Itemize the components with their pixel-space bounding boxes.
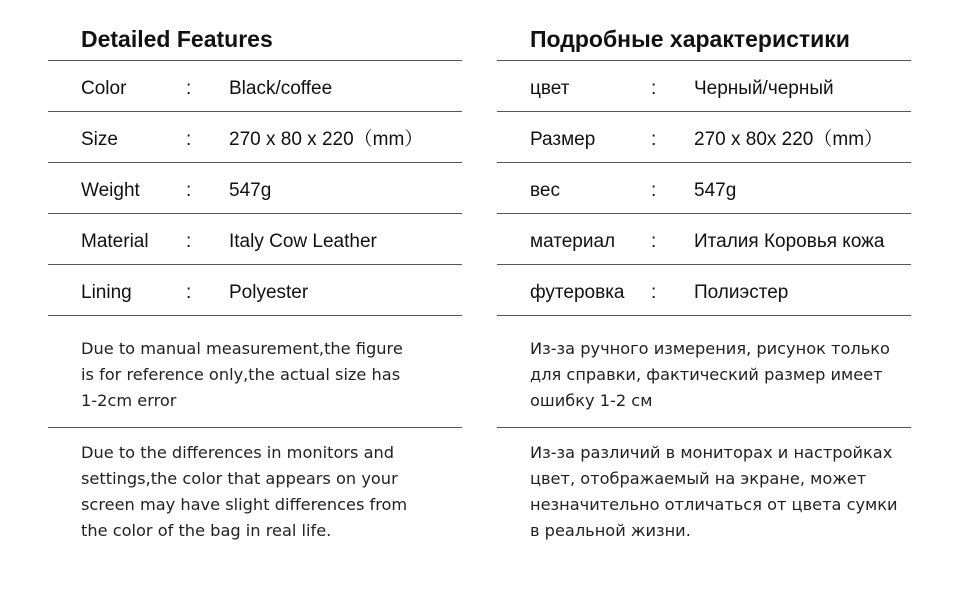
note-line: незначительно отличаться от цвета сумки — [530, 495, 898, 514]
feature-label: Размер — [530, 129, 596, 150]
feature-label: вес — [530, 180, 560, 201]
note-line: для справки, фактический размер имеет — [530, 365, 883, 384]
note-line: цвет, отображаемый на экране, может — [530, 469, 867, 488]
feature-separator: : — [651, 78, 657, 99]
note-line: в реальной жизни. — [530, 521, 691, 540]
feature-label: Material — [81, 231, 149, 252]
note-line: Due to manual measurement,the figure — [81, 339, 403, 358]
feature-label: Weight — [81, 180, 140, 201]
feature-separator: : — [651, 231, 657, 252]
color-note — [497, 428, 911, 544]
feature-row-size — [497, 112, 911, 163]
feature-value: 270 x 80x 220（mm） — [694, 129, 884, 150]
feature-row-size — [48, 112, 462, 163]
note-line: Due to the differences in monitors and — [81, 443, 395, 462]
feature-separator: : — [186, 231, 192, 252]
feature-row-lining — [48, 265, 462, 316]
feature-value: Italy Cow Leather — [229, 231, 377, 252]
feature-row-material — [48, 214, 462, 265]
note-line: is for reference only,the actual size has — [81, 365, 401, 384]
note-line: Из-за ручного измерения, рисунок только — [530, 339, 890, 358]
note-line: Из-за различий в мониторах и настройках — [530, 443, 893, 462]
feature-separator: : — [186, 78, 192, 99]
feature-separator: : — [186, 282, 192, 303]
color-note — [48, 428, 462, 544]
note-line: ошибку 1-2 см — [530, 391, 653, 410]
english-features-column — [48, 0, 462, 544]
feature-row-color — [48, 61, 462, 112]
note-line: settings,the color that appears on your — [81, 469, 398, 488]
feature-label: цвет — [530, 78, 570, 99]
english-features-title: Detailed Features — [48, 0, 462, 61]
feature-value: 547g — [694, 180, 737, 201]
feature-separator: : — [651, 180, 657, 201]
feature-value: Черный/черный — [694, 78, 834, 99]
feature-separator: : — [186, 180, 192, 201]
measurement-note — [497, 316, 911, 428]
feature-label: Lining — [81, 282, 132, 303]
feature-value: Polyester — [229, 282, 309, 303]
note-line: 1-2cm error — [81, 391, 177, 410]
feature-value: 270 x 80 x 220（mm） — [229, 129, 424, 150]
note-line: screen may have slight differences from — [81, 495, 408, 514]
feature-label: футеровка — [530, 282, 625, 303]
feature-label: материал — [530, 231, 616, 252]
russian-features-column — [497, 0, 911, 544]
feature-row-weight — [497, 163, 911, 214]
feature-row-lining — [497, 265, 911, 316]
feature-label: Size — [81, 129, 118, 150]
feature-value: Италия Коровья кожа — [694, 231, 885, 252]
feature-row-weight — [48, 163, 462, 214]
feature-row-material — [497, 214, 911, 265]
feature-separator: : — [651, 129, 657, 150]
note-line: the color of the bag in real life. — [81, 521, 332, 540]
feature-separator: : — [651, 282, 657, 303]
feature-separator: : — [186, 129, 192, 150]
feature-value: Black/coffee — [229, 78, 333, 99]
feature-row-color — [497, 61, 911, 112]
russian-features-title: Подробные характеристики — [497, 0, 911, 61]
measurement-note — [48, 316, 462, 428]
feature-value: 547g — [229, 180, 272, 201]
feature-label: Color — [81, 78, 127, 99]
feature-value: Полиэстер — [694, 282, 789, 303]
